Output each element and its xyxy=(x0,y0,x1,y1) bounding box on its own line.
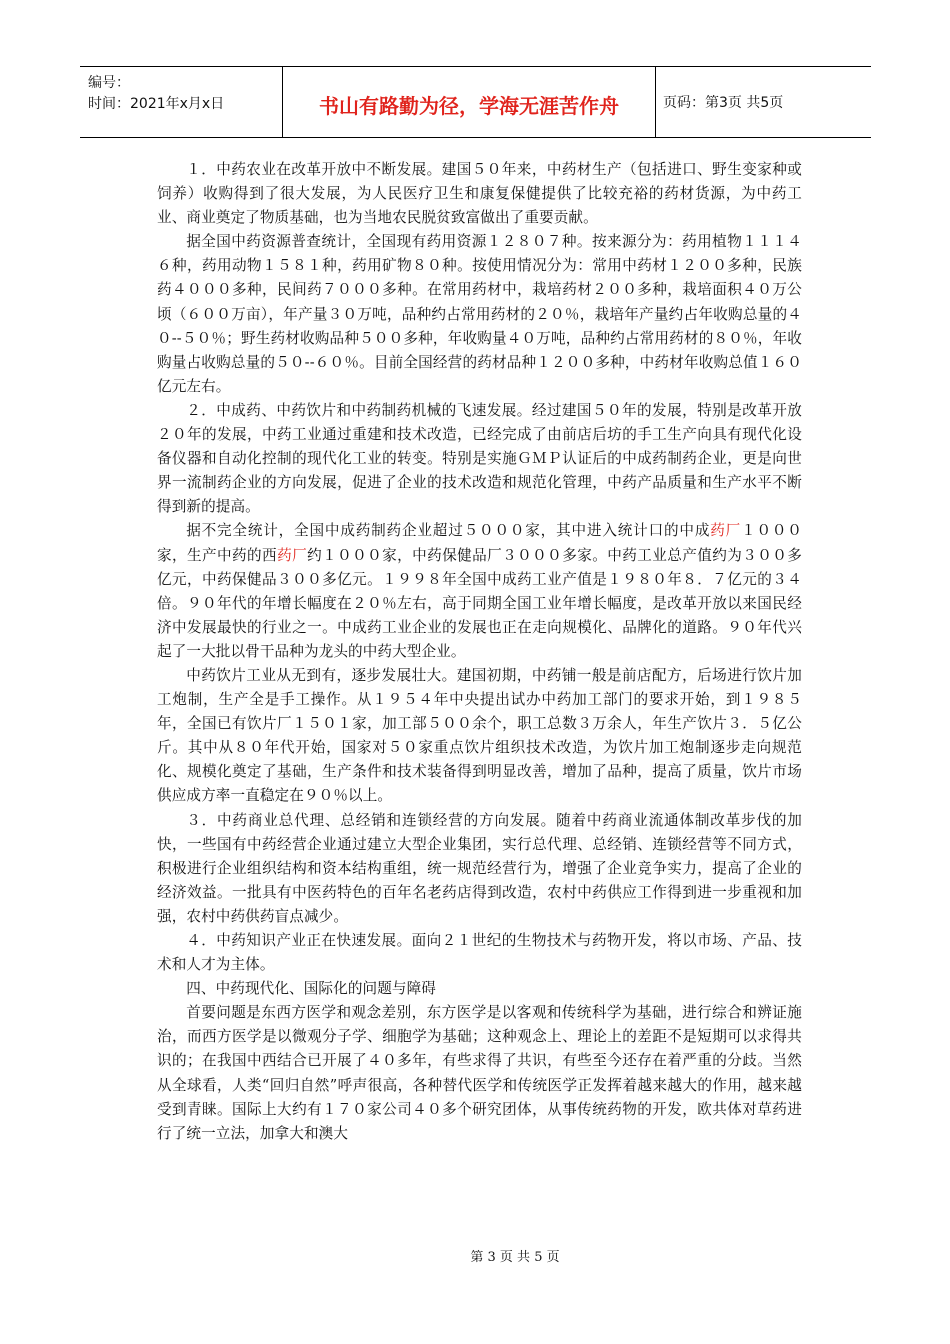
p4-text-c: 约１０００家，中药保健品厂３０００多家。中药工业总产值约为３００多亿元，中药保健品３００多亿元。１９９８年全国中成药工业产值是１９８０年８．７亿元的３４倍。９０年代的年增长幅度在２０％左右，高于同期全国工业年增长幅度，是改革开放以来国民经济中发展最快的行业之一。中成药工业企业的发展也正在走向规模化、品牌化的道路。９０年代兴起了一大批以骨干品种为龙头的中药大型企业。 xyxy=(157,546,802,660)
document-body xyxy=(157,158,802,1146)
p4-text-a: 据不完全统计，全国中成药制药企业超过５０００家，其中进入统计口的中成 xyxy=(186,522,711,540)
paragraph-3: ２．中成药、中药饮片和中药制药机械的飞速发展。经过建国５０年的发展，特别是改革开放２０年的发展，中药工业通过重建和技术改造，已经完成了由前店后坊的手工生产向具有现代化设备仪器和自动化控制的现代化工业的转变。特别是实施ＧＭＰ认证后的中成药制药企业，更是向世界一流制药企业的方向发展，促进了企业的技术改造和规范化管理，中药产品质量和生产水平不断得到新的提高。 xyxy=(157,401,802,516)
document-header xyxy=(80,66,871,138)
number-label: 编号： xyxy=(88,75,130,91)
paragraph-9: 首要问题是东西方医学和观念差别，东方医学是以客观和传统科学为基础，进行综合和辨证施治，而西方医学是以微观分子学、细胞学为基础；这种观念上、理论上的差距不是短期可以求得共识的；在我国中西结合已开展了４０多年，有些求得了共识，有些至今还存在着严重的分歧。当然从全球看，人类“回归自然”呼声很高，各种替代医学和传统医学正发挥着越来越大的作用，越来越受到青睐。国际上大约有１７０家公司４０多个研究团体，从事传统药物的开发，欧共体对草药进行了统一立法，加拿大和澳大 xyxy=(157,1004,802,1142)
header-page-cell xyxy=(655,67,871,137)
header-motto: 书山有路勤为径，学海无涯苦作舟 xyxy=(319,94,619,118)
paragraph-6: ３．中药商业总代理、总经销和连锁经营的方向发展。随着中药商业流通体制改革步伐的加快，一些国有中药经营企业通过建立大型企业集团，实行总代理、总经销、连锁经营等不同方式，积极进行企业组织结构和资本结构重组，统一规范经营行为，增强了企业竞争实力，提高了企业的经济效益。一批具有中医药特色的百年名老药店得到改造，农村中药供应工作得到进一步重视和加强，农村中药供药盲点减少。 xyxy=(157,811,802,925)
p4-text-b: １０００家，生产中药的西 xyxy=(157,522,802,564)
footer-page-number: 第 3 页 共 5 页 xyxy=(470,1250,560,1265)
header-motto-cell xyxy=(283,67,656,137)
header-meta xyxy=(80,67,283,137)
p4-highlight-2: 药厂 xyxy=(277,546,308,564)
time-label: 时间：2021年x月x日 xyxy=(88,96,225,112)
page-footer xyxy=(0,1246,950,1265)
paragraph-1: １．中药农业在改革开放中不断发展。建国５０年来，中药材生产（包括进口、野生变家种或饲养）收购得到了很大发展，为人民医疗卫生和康复保健提供了比较充裕的药材货源，为中药工业、商业奠定了物质基础，也为当地农民脱贫致富做出了重要贡献。 xyxy=(157,161,802,227)
paragraph-4 xyxy=(157,519,802,664)
paragraph-2: 据全国中药资源普查统计，全国现有药用资源１２８０７种。按来源分为：药用植物１１１４６种，药用动物１５８１种，药用矿物８０种。按使用情况分为：常用中药材１２００多种，民族药４０００多种，民间药７０００多种。在常用药材中，栽培药材２００多种，栽培面积４０万公顷（６００万亩），年产量３０万吨，品种约占常用药材的２０％，栽培年产量约占年收购总量的４０--５０％；野生药材收购品种５００多种，年收购量４０万吨，品种约占常用药材的８０％，年收购量占收购总量的５０--６０％。目前全国经营的药材品种１２００多种，中药材年收购总值１６０亿元左右。 xyxy=(157,233,802,395)
p4-highlight-1: 药厂 xyxy=(710,522,742,540)
paragraph-7: ４．中药知识产业正在快速发展。面向２１世纪的生物技术与药物开发，将以市场、产品、技术和人才为主体。 xyxy=(157,932,802,974)
paragraph-5: 中药饮片工业从无到有，逐步发展壮大。建国初期，中药铺一般是前店配方，后场进行饮片加工炮制，生产全是手工操作。从１９５４年中央提出试办中药加工部门的要求开始，到１９８５年，全国已有饮片厂１５０１家，加工部５００余个，职工总数３万余人，年生产饮片３．５亿公斤。其中从８０年代开始，国家对５０家重点饮片组织技术改造，为饮片加工炮制逐步走向规范化、规模化奠定了基础，生产条件和技术装备得到明显改善，增加了品种，提高了质量，饮片市场供应成方率一直稳定在９０％以上。 xyxy=(157,666,802,805)
section-heading: 四、中药现代化、国际化的问题与障碍 xyxy=(186,980,436,998)
header-page-info: 页码：第3页 共5页 xyxy=(663,95,784,111)
